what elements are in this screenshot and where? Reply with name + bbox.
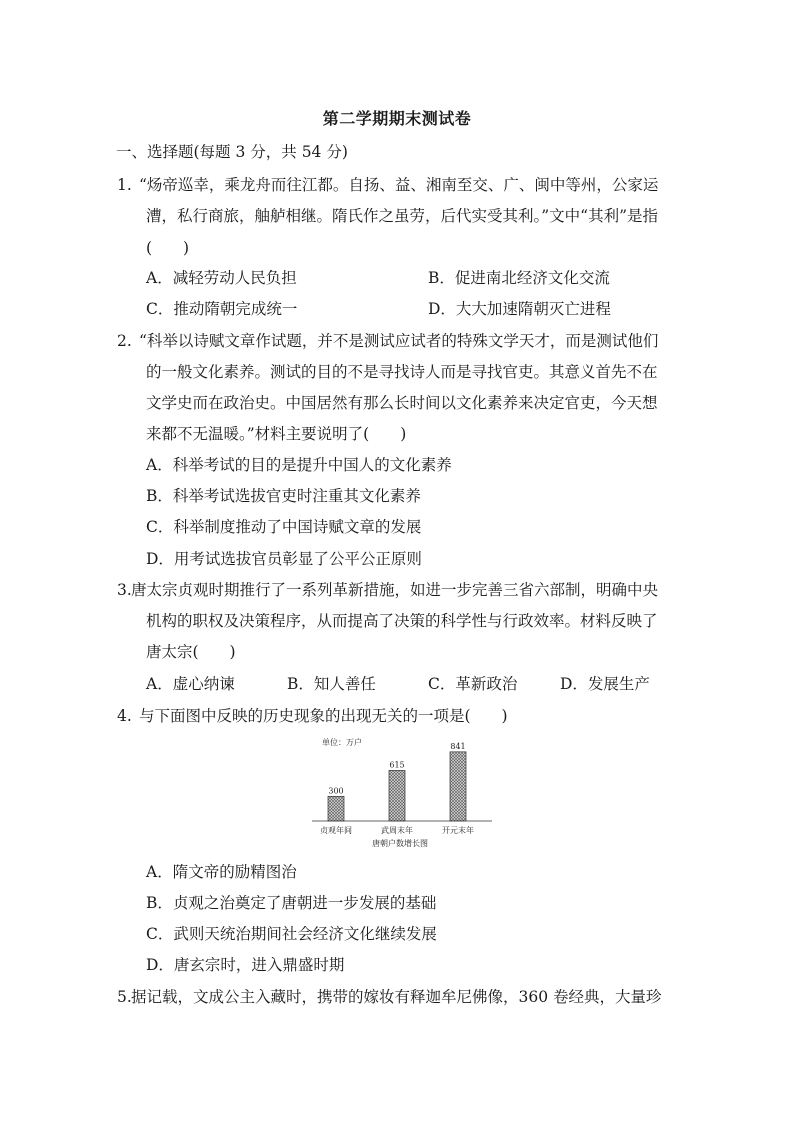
question-4-line-1: 与下面图中反映的历史现象的出现无关的一项是( ) — [139, 707, 508, 725]
question-4-option-c: C．武则天统治期间社会经济文化继续发展 — [146, 925, 437, 943]
chart-bar-2 — [389, 770, 405, 821]
page-title: 第二学期期末测试卷 — [322, 109, 472, 128]
chart-category-label-1: 贞观年间 — [320, 826, 352, 835]
question-4-number: 4. — [117, 707, 132, 725]
section-heading: 一、选择题(每题 3 分，共 54 分) — [116, 143, 348, 161]
question-1-line-2: 漕，私行商旅，舳舻相继。隋氏作之虽劳，后代实受其利。”文中“其利”是指 — [146, 207, 659, 225]
question-3-option-b: B．知人善任 — [287, 675, 376, 693]
question-3-line-1: 唐太宗贞观时期推行了一系列革新措施，如进一步完善三省六部制，明确中央 — [131, 581, 659, 599]
question-2-number: 2. — [117, 332, 132, 350]
question-4-option-a: A．隋文帝的励精图治 — [146, 863, 297, 881]
chart-canvas — [300, 732, 500, 854]
chart-category-label-2: 武周末年 — [381, 826, 413, 835]
question-2-line-1: “科举以诗赋文章作试题，并不是测试应试者的特殊文学天才，而是测试他们 — [139, 332, 659, 350]
question-2-option-b: B．科举考试选拔官吏时注重其文化素养 — [146, 487, 421, 505]
question-4-option-b: B．贞观之治奠定了唐朝进一步发展的基础 — [146, 894, 437, 912]
question-1-number: 1. — [117, 176, 132, 194]
question-2-option-d: D．用考试选拔官员彰显了公平公正原则 — [146, 550, 422, 568]
question-3-option-c: C．革新政治 — [428, 675, 518, 693]
question-2-option-a: A．科举考试的目的是提升中国人的文化素养 — [146, 456, 452, 474]
question-4-option-d: D．唐玄宗时，进入鼎盛时期 — [146, 956, 345, 974]
question-3-line-3: 唐太宗( ) — [146, 643, 236, 661]
chart-bar-1 — [328, 796, 344, 821]
chart-unit-label: 单位：万户 — [322, 738, 362, 747]
question-1-option-a: A．减轻劳动人民负担 — [146, 269, 297, 287]
question-3-line-2: 机构的职权及决策程序，从而提高了决策的科学性与行政效率。材料反映了 — [146, 612, 658, 630]
question-1-line-1: “炀帝巡幸，乘龙舟而往江都。自扬、益、湘南至交、广、闽中等州，公家运 — [139, 176, 659, 194]
chart-category-label-3: 开元末年 — [442, 826, 474, 835]
chart-bar-3 — [450, 752, 466, 821]
question-3-number: 3. — [117, 581, 132, 599]
chart-data-label-1: 300 — [328, 786, 344, 796]
question-5-line-1: 据记载，文成公主入藏时，携带的嫁妆有释迦牟尼佛像，360 卷经典，大量珍 — [131, 988, 662, 1006]
question-3-option-d: D．发展生产 — [560, 675, 650, 693]
question-3-option-a: A．虚心纳谏 — [146, 675, 235, 693]
question-2-line-3: 文学史而在政治史。中国居然有那么长时间以文化素养来决定官吏，今天想 — [146, 394, 658, 412]
chart-data-label-3: 841 — [450, 741, 466, 751]
chart-data-label-2: 615 — [389, 760, 405, 770]
question-1-option-d: D．大大加速隋朝灭亡进程 — [428, 300, 611, 318]
question-1-option-b: B．促进南北经济文化交流 — [428, 269, 610, 287]
question-2-line-2: 的一般文化素养。测试的目的不是寻找诗人而是寻找官吏。其意义首先不在 — [146, 363, 658, 381]
question-1-option-c: C．推动隋朝完成统一 — [146, 300, 298, 318]
question-2-line-4: 来都不无温暖。”材料主要说明了( ) — [146, 425, 407, 443]
question-2-option-c: C．科举制度推动了中国诗赋文章的发展 — [146, 518, 422, 536]
household-growth-chart — [300, 732, 500, 854]
question-5-number: 5. — [117, 988, 132, 1006]
chart-title: 唐朝户数增长图 — [372, 839, 428, 848]
question-1-line-3: ( ) — [146, 239, 190, 257]
